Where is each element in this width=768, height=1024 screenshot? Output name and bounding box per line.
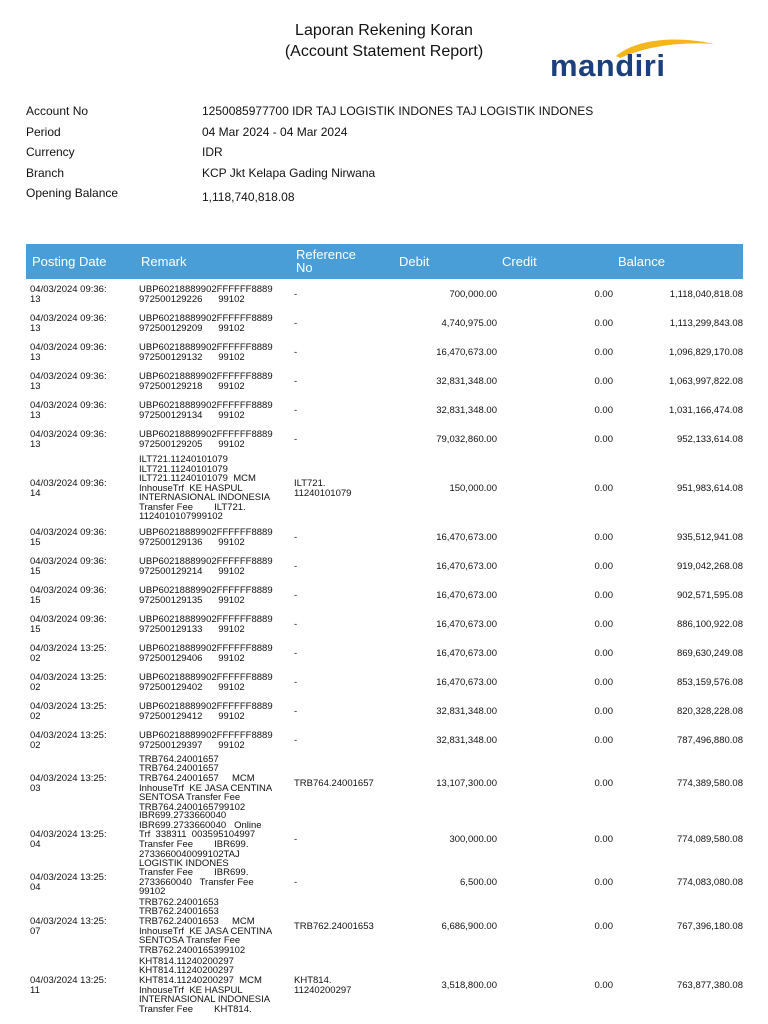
posting-date-cell — [30, 280, 138, 309]
posting-date-cell — [30, 639, 138, 668]
reference-cell-text: - — [294, 404, 298, 416]
table-row — [26, 396, 743, 425]
posting-date-cell — [30, 755, 138, 812]
col-credit: Credit — [502, 254, 537, 269]
posting-date-cell — [30, 581, 138, 610]
posting-date-cell — [30, 726, 138, 755]
reference-cell-text: - — [294, 618, 298, 630]
remark-cell — [139, 755, 295, 812]
transaction-table — [26, 280, 743, 1015]
remark-cell-text: UBP60218889902FFFFFF8889 972500129406 99102 — [139, 642, 273, 664]
remark-cell-text: UBP60218889902FFFFFF8889 972500129397 99102 — [139, 729, 273, 751]
credit-cell — [506, 697, 613, 726]
balance-cell — [616, 309, 743, 338]
reference-cell-text: - — [294, 433, 298, 445]
remark-cell-text: TRB764.24001657 TRB764.24001657 TRB764.24001657 MCM InhouseTrf KE JASA CENTINA SENTOSA Transfer Fee TRB764.2400165799102 — [139, 753, 273, 813]
reference-cell — [294, 338, 394, 367]
reference-cell-text: - — [294, 589, 298, 601]
reference-cell-text: ILT721. 11240101079 — [294, 477, 352, 499]
debit-cell-text: 32,831,348.00 — [436, 375, 497, 387]
remark-cell — [139, 367, 298, 396]
credit-cell — [506, 726, 613, 755]
reference-cell — [294, 697, 394, 726]
remark-cell-text: IBR699.2733660040 IBR699.2733660040 Online Trf 338311 003595104997 Transfer Fee IBR699. 2733660040099102TAJ LOGISTIK INDONES — [139, 810, 262, 870]
balance-cell-text: 886,100,922.08 — [676, 618, 743, 630]
table-row — [26, 338, 743, 367]
reference-cell — [294, 610, 394, 639]
debit-cell — [398, 639, 497, 668]
remark-cell-text: UBP60218889902FFFFFF8889 972500129218 99102 — [139, 370, 273, 392]
balance-cell-text: 1,096,829,170.08 — [669, 346, 743, 358]
balance-cell — [616, 726, 743, 755]
credit-cell — [506, 338, 613, 367]
table-row — [26, 454, 743, 523]
remark-cell — [139, 552, 298, 581]
posting-date-cell-text: 04/03/2024 09:36: 15 — [30, 555, 107, 577]
debit-cell — [398, 897, 497, 956]
table-row — [26, 668, 743, 697]
debit-cell-text: 16,470,673.00 — [436, 618, 497, 630]
posting-date-cell-text: 04/03/2024 13:25: 02 — [30, 700, 107, 722]
credit-cell — [506, 956, 613, 1015]
posting-date-cell — [30, 367, 138, 396]
balance-cell-text: 774,389,580.08 — [676, 777, 743, 789]
debit-cell — [398, 726, 497, 755]
reference-cell-text: - — [294, 560, 298, 572]
reference-cell — [294, 581, 394, 610]
credit-cell — [506, 552, 613, 581]
credit-cell — [506, 610, 613, 639]
posting-date-cell — [30, 956, 138, 1015]
debit-cell-text: 16,470,673.00 — [436, 560, 497, 572]
table-row — [26, 581, 743, 610]
balance-cell — [616, 338, 743, 367]
balance-cell — [616, 812, 743, 868]
reference-cell-text: - — [294, 834, 298, 846]
posting-date-cell-text: 04/03/2024 09:36: 15 — [30, 584, 107, 606]
opening-balance-value: 1,118,740,818.08 — [202, 190, 295, 204]
remark-cell — [139, 280, 298, 309]
posting-date-cell — [30, 897, 138, 956]
reference-cell-text: TRB762.24001653 — [294, 920, 374, 932]
remark-cell — [139, 338, 298, 367]
balance-cell-text: 763,877,380.08 — [676, 979, 743, 991]
table-row — [26, 425, 743, 454]
balance-cell-text: 935,512,941.08 — [676, 531, 743, 543]
remark-cell — [139, 726, 298, 755]
debit-cell-text: 79,032,860.00 — [436, 433, 497, 445]
remark-cell — [139, 425, 298, 454]
table-row — [26, 610, 743, 639]
posting-date-cell-text: 04/03/2024 13:25: 11 — [30, 974, 107, 996]
remark-cell — [139, 581, 298, 610]
credit-cell — [506, 280, 613, 309]
reference-cell-text: - — [294, 375, 298, 387]
balance-cell-text: 853,159,576.08 — [676, 676, 743, 688]
title-line-1: Laporan Rekening Koran — [295, 22, 473, 39]
table-row — [26, 897, 743, 956]
remark-cell-text: UBP60218889902FFFFFF8889 972500129136 99102 — [139, 526, 273, 548]
balance-cell — [616, 367, 743, 396]
debit-cell — [398, 309, 497, 338]
debit-cell-text: 16,470,673.00 — [436, 647, 497, 659]
reference-cell-text: KHT814. 11240200297 — [294, 974, 352, 996]
posting-date-cell-text: 04/03/2024 13:25: 02 — [30, 642, 107, 664]
reference-cell — [294, 755, 394, 812]
credit-cell-text: 0.00 — [594, 705, 613, 717]
credit-cell-text: 0.00 — [594, 404, 613, 416]
balance-cell — [616, 668, 743, 697]
posting-date-cell-text: 04/03/2024 13:25: 03 — [30, 772, 107, 794]
account-no-value: 1250085977700 IDR TAJ LOGISTIK INDONES TAJ LOGISTIK INDONES — [202, 104, 594, 118]
reference-cell-text: - — [294, 676, 298, 688]
remark-cell — [139, 956, 295, 1015]
table-row — [26, 726, 743, 755]
posting-date-cell-text: 04/03/2024 09:36: 14 — [30, 477, 107, 499]
posting-date-cell-text: 04/03/2024 13:25: 04 — [30, 871, 107, 893]
branch-label: Branch — [26, 165, 65, 180]
remark-cell — [139, 639, 298, 668]
credit-cell — [506, 581, 613, 610]
posting-date-cell — [30, 338, 138, 367]
balance-cell — [616, 868, 743, 897]
reference-cell-text: TRB764.24001657 — [294, 777, 374, 789]
credit-cell-text: 0.00 — [594, 777, 613, 789]
posting-date-cell-text: 04/03/2024 13:25: 02 — [30, 729, 107, 751]
debit-cell — [398, 697, 497, 726]
debit-cell-text: 16,470,673.00 — [436, 676, 497, 688]
remark-cell — [139, 810, 298, 870]
balance-cell — [616, 897, 743, 956]
period-label: Period — [26, 124, 61, 139]
credit-cell-text: 0.00 — [594, 346, 613, 358]
debit-cell — [398, 396, 497, 425]
debit-cell — [398, 425, 497, 454]
credit-cell-text: 0.00 — [594, 317, 613, 329]
credit-cell-text: 0.00 — [594, 531, 613, 543]
reference-cell-text: - — [294, 288, 298, 300]
reference-cell — [294, 523, 394, 552]
debit-cell — [398, 755, 497, 812]
credit-cell-text: 0.00 — [594, 560, 613, 572]
reference-cell — [294, 639, 394, 668]
debit-cell-text: 32,831,348.00 — [436, 734, 497, 746]
posting-date-cell-text: 04/03/2024 09:36: 13 — [30, 428, 107, 450]
reference-cell — [294, 454, 394, 523]
debit-cell-text: 6,686,900.00 — [441, 920, 497, 932]
posting-date-cell-text: 04/03/2024 09:36: 13 — [30, 399, 107, 421]
remark-cell-text: UBP60218889902FFFFFF8889 972500129135 99102 — [139, 584, 273, 606]
opening-balance-label: Opening Balance — [26, 186, 119, 200]
credit-cell-text: 0.00 — [594, 288, 613, 300]
currency-label: Currency — [26, 145, 75, 159]
posting-date-cell-text: 04/03/2024 09:36: 15 — [30, 526, 107, 548]
balance-cell — [616, 610, 743, 639]
balance-cell-text: 1,113,299,843.08 — [669, 317, 743, 329]
balance-cell-text: 767,396,180.08 — [676, 920, 743, 932]
remark-cell — [139, 867, 298, 898]
debit-cell — [398, 668, 497, 697]
remark-cell — [139, 309, 298, 338]
credit-cell-text: 0.00 — [594, 647, 613, 659]
remark-cell-text: UBP60218889902FFFFFF8889 972500129133 99102 — [139, 613, 273, 635]
table-row — [26, 812, 743, 868]
balance-cell — [616, 639, 743, 668]
balance-cell-text: 1,063,997,822.08 — [669, 375, 743, 387]
credit-cell-text: 0.00 — [594, 876, 613, 888]
reference-cell — [294, 868, 394, 897]
reference-cell — [294, 812, 394, 868]
credit-cell-text: 0.00 — [594, 676, 613, 688]
debit-cell-text: 6,500.00 — [460, 876, 497, 888]
credit-cell — [506, 897, 613, 956]
posting-date-cell — [30, 668, 138, 697]
posting-date-cell — [30, 454, 138, 523]
posting-date-cell-text: 04/03/2024 09:36: 13 — [30, 283, 107, 305]
remark-cell-text: UBP60218889902FFFFFF8889 972500129226 99102 — [139, 283, 273, 305]
reference-cell — [294, 897, 394, 956]
balance-cell-text: 1,031,166,474.08 — [669, 404, 743, 416]
balance-cell-text: 951,983,614.08 — [676, 482, 743, 494]
credit-cell-text: 0.00 — [594, 482, 613, 494]
balance-cell-text: 787,496,880.08 — [676, 734, 743, 746]
debit-cell — [398, 338, 497, 367]
reference-cell-text: - — [294, 317, 298, 329]
credit-cell-text: 0.00 — [594, 618, 613, 630]
credit-cell — [506, 812, 613, 868]
remark-cell-text: UBP60218889902FFFFFF8889 972500129402 99102 — [139, 671, 273, 693]
table-row — [26, 367, 743, 396]
table-row — [26, 956, 743, 1015]
col-balance: Balance — [618, 254, 665, 269]
posting-date-cell-text: 04/03/2024 13:25: 02 — [30, 671, 107, 693]
posting-date-cell — [30, 868, 138, 897]
balance-cell-text: 952,133,614.08 — [676, 433, 743, 445]
remark-cell-text: UBP60218889902FFFFFF8889 972500129132 99102 — [139, 341, 273, 363]
mandiri-logo — [550, 34, 714, 84]
balance-cell — [616, 581, 743, 610]
remark-cell — [139, 610, 298, 639]
balance-cell-text: 902,571,595.08 — [676, 589, 743, 601]
remark-cell-text: UBP60218889902FFFFFF8889 972500129205 99102 — [139, 428, 273, 450]
reference-cell — [294, 668, 394, 697]
reference-cell — [294, 367, 394, 396]
posting-date-cell — [30, 610, 138, 639]
balance-cell — [616, 396, 743, 425]
debit-cell — [398, 367, 497, 396]
posting-date-cell — [30, 309, 138, 338]
debit-cell-text: 16,470,673.00 — [436, 531, 497, 543]
balance-cell — [616, 425, 743, 454]
credit-cell — [506, 868, 613, 897]
posting-date-cell — [30, 523, 138, 552]
logo-wordmark: mandiri — [550, 48, 666, 83]
balance-cell — [616, 280, 743, 309]
debit-cell — [398, 610, 497, 639]
remark-cell — [139, 697, 298, 726]
table-row — [26, 280, 743, 309]
posting-date-cell-text: 04/03/2024 09:36: 13 — [30, 370, 107, 392]
reference-cell — [294, 552, 394, 581]
posting-date-cell-text: 04/03/2024 09:36: 13 — [30, 341, 107, 363]
credit-cell-text: 0.00 — [594, 433, 613, 445]
table-row — [26, 868, 743, 897]
table-row — [26, 639, 743, 668]
balance-cell-text: 774,083,080.08 — [676, 876, 743, 888]
debit-cell-text: 13,107,300.00 — [436, 777, 497, 789]
remark-cell-text: UBP60218889902FFFFFF8889 972500129209 99102 — [139, 312, 273, 334]
remark-cell — [139, 668, 298, 697]
balance-cell — [616, 697, 743, 726]
reference-cell — [294, 309, 394, 338]
debit-cell-text: 4,740,975.00 — [441, 317, 497, 329]
reference-cell — [294, 726, 394, 755]
balance-cell-text: 869,630,249.08 — [676, 647, 743, 659]
debit-cell — [398, 812, 497, 868]
credit-cell — [506, 425, 613, 454]
table-row — [26, 755, 743, 812]
reference-cell — [294, 280, 394, 309]
balance-cell — [616, 523, 743, 552]
reference-cell-text: - — [294, 876, 298, 888]
table-row — [26, 523, 743, 552]
posting-date-cell-text: 04/03/2024 13:25: 04 — [30, 829, 107, 850]
credit-cell-text: 0.00 — [594, 589, 613, 601]
posting-date-cell — [30, 697, 138, 726]
credit-cell — [506, 755, 613, 812]
debit-cell-text: 32,831,348.00 — [436, 705, 497, 717]
reference-cell-text: - — [294, 705, 298, 717]
posting-date-cell — [30, 425, 138, 454]
balance-cell-text: 774,089,580.08 — [676, 834, 743, 846]
reference-cell-text: - — [294, 531, 298, 543]
credit-cell — [506, 396, 613, 425]
debit-cell-text: 3,518,800.00 — [441, 979, 497, 991]
credit-cell — [506, 668, 613, 697]
debit-cell — [398, 956, 497, 1015]
balance-cell-text: 820,328,228.08 — [676, 705, 743, 717]
reference-cell-text: - — [294, 647, 298, 659]
debit-cell-text: 150,000.00 — [449, 482, 497, 494]
credit-cell — [506, 639, 613, 668]
branch-value: KCP Jkt Kelapa Gading Nirwana — [202, 165, 376, 180]
table-row — [26, 309, 743, 338]
posting-date-cell — [30, 812, 138, 868]
debit-cell-text: 16,470,673.00 — [436, 589, 497, 601]
credit-cell-text: 0.00 — [594, 734, 613, 746]
posting-date-cell — [30, 396, 138, 425]
posting-date-cell — [30, 552, 138, 581]
balance-cell — [616, 552, 743, 581]
debit-cell-text: 32,831,348.00 — [436, 404, 497, 416]
debit-cell — [398, 523, 497, 552]
reference-cell — [294, 396, 394, 425]
credit-cell — [506, 309, 613, 338]
currency-value: IDR — [202, 145, 223, 159]
posting-date-cell-text: 04/03/2024 09:36: 13 — [30, 312, 107, 334]
reference-cell — [294, 956, 394, 1015]
account-no-label: Account No — [26, 104, 89, 118]
posting-date-cell-text: 04/03/2024 13:25: 07 — [30, 915, 107, 937]
credit-cell-text: 0.00 — [594, 834, 613, 846]
balance-cell — [616, 956, 743, 1015]
col-reference-no: Reference No — [296, 247, 356, 275]
remark-cell — [139, 454, 295, 523]
credit-cell-text: 0.00 — [594, 375, 613, 387]
debit-cell-text: 300,000.00 — [449, 834, 497, 846]
table-row — [26, 697, 743, 726]
remark-cell-text: ILT721.11240101079 ILT721.11240101079 ILT721.11240101079 MCM InhouseTrf KE HASPUL INTERNASIONAL INDONESIA Transfer Fee ILT721. 1124010107999102 — [139, 453, 271, 523]
credit-cell — [506, 523, 613, 552]
credit-cell — [506, 367, 613, 396]
debit-cell — [398, 280, 497, 309]
reference-cell — [294, 425, 394, 454]
remark-cell-text: TRB762.24001653 TRB762.24001653 TRB762.24001653 MCM InhouseTrf KE JASA CENTINA SENTOSA Transfer Fee TRB762.2400165399102 — [139, 896, 273, 956]
balance-cell-text: 1,118,040,818.08 — [669, 288, 743, 300]
remark-cell — [139, 523, 298, 552]
debit-cell-text: 16,470,673.00 — [436, 346, 497, 358]
title-line-2: (Account Statement Report) — [284, 43, 484, 60]
reference-cell-text: - — [294, 734, 298, 746]
credit-cell-text: 0.00 — [594, 920, 613, 932]
balance-cell — [616, 454, 743, 523]
table-header — [26, 244, 743, 279]
remark-cell-text: UBP60218889902FFFFFF8889 972500129134 99102 — [139, 399, 273, 421]
debit-cell — [398, 868, 497, 897]
table-row — [26, 552, 743, 581]
debit-cell — [398, 581, 497, 610]
col-posting-date: Posting Date — [32, 254, 107, 269]
debit-cell — [398, 552, 497, 581]
balance-cell-text: 919,042,268.08 — [676, 560, 743, 572]
col-debit: Debit — [399, 254, 430, 269]
remark-cell — [139, 396, 298, 425]
period-value: 04 Mar 2024 - 04 Mar 2024 — [202, 124, 348, 139]
posting-date-cell-text: 04/03/2024 09:36: 15 — [30, 613, 107, 635]
credit-cell — [506, 454, 613, 523]
credit-cell-text: 0.00 — [594, 979, 613, 991]
remark-cell-text: Transfer Fee IBR699. 2733660040 Transfer Fee 99102 — [139, 867, 254, 898]
reference-cell-text: - — [294, 346, 298, 358]
remark-cell-text: UBP60218889902FFFFFF8889 972500129214 99102 — [139, 555, 273, 577]
col-remark: Remark — [141, 254, 187, 269]
remark-cell-text: KHT814.11240200297 KHT814.11240200297 KHT814.11240200297 MCM InhouseTrf KE HASPUL INTERNASIONAL INDONESIA Transfer Fee KHT814. — [139, 955, 271, 1015]
balance-cell — [616, 755, 743, 812]
remark-cell — [139, 897, 295, 956]
debit-cell-text: 700,000.00 — [449, 288, 497, 300]
debit-cell — [398, 454, 497, 523]
remark-cell-text: UBP60218889902FFFFFF8889 972500129412 99102 — [139, 700, 273, 722]
